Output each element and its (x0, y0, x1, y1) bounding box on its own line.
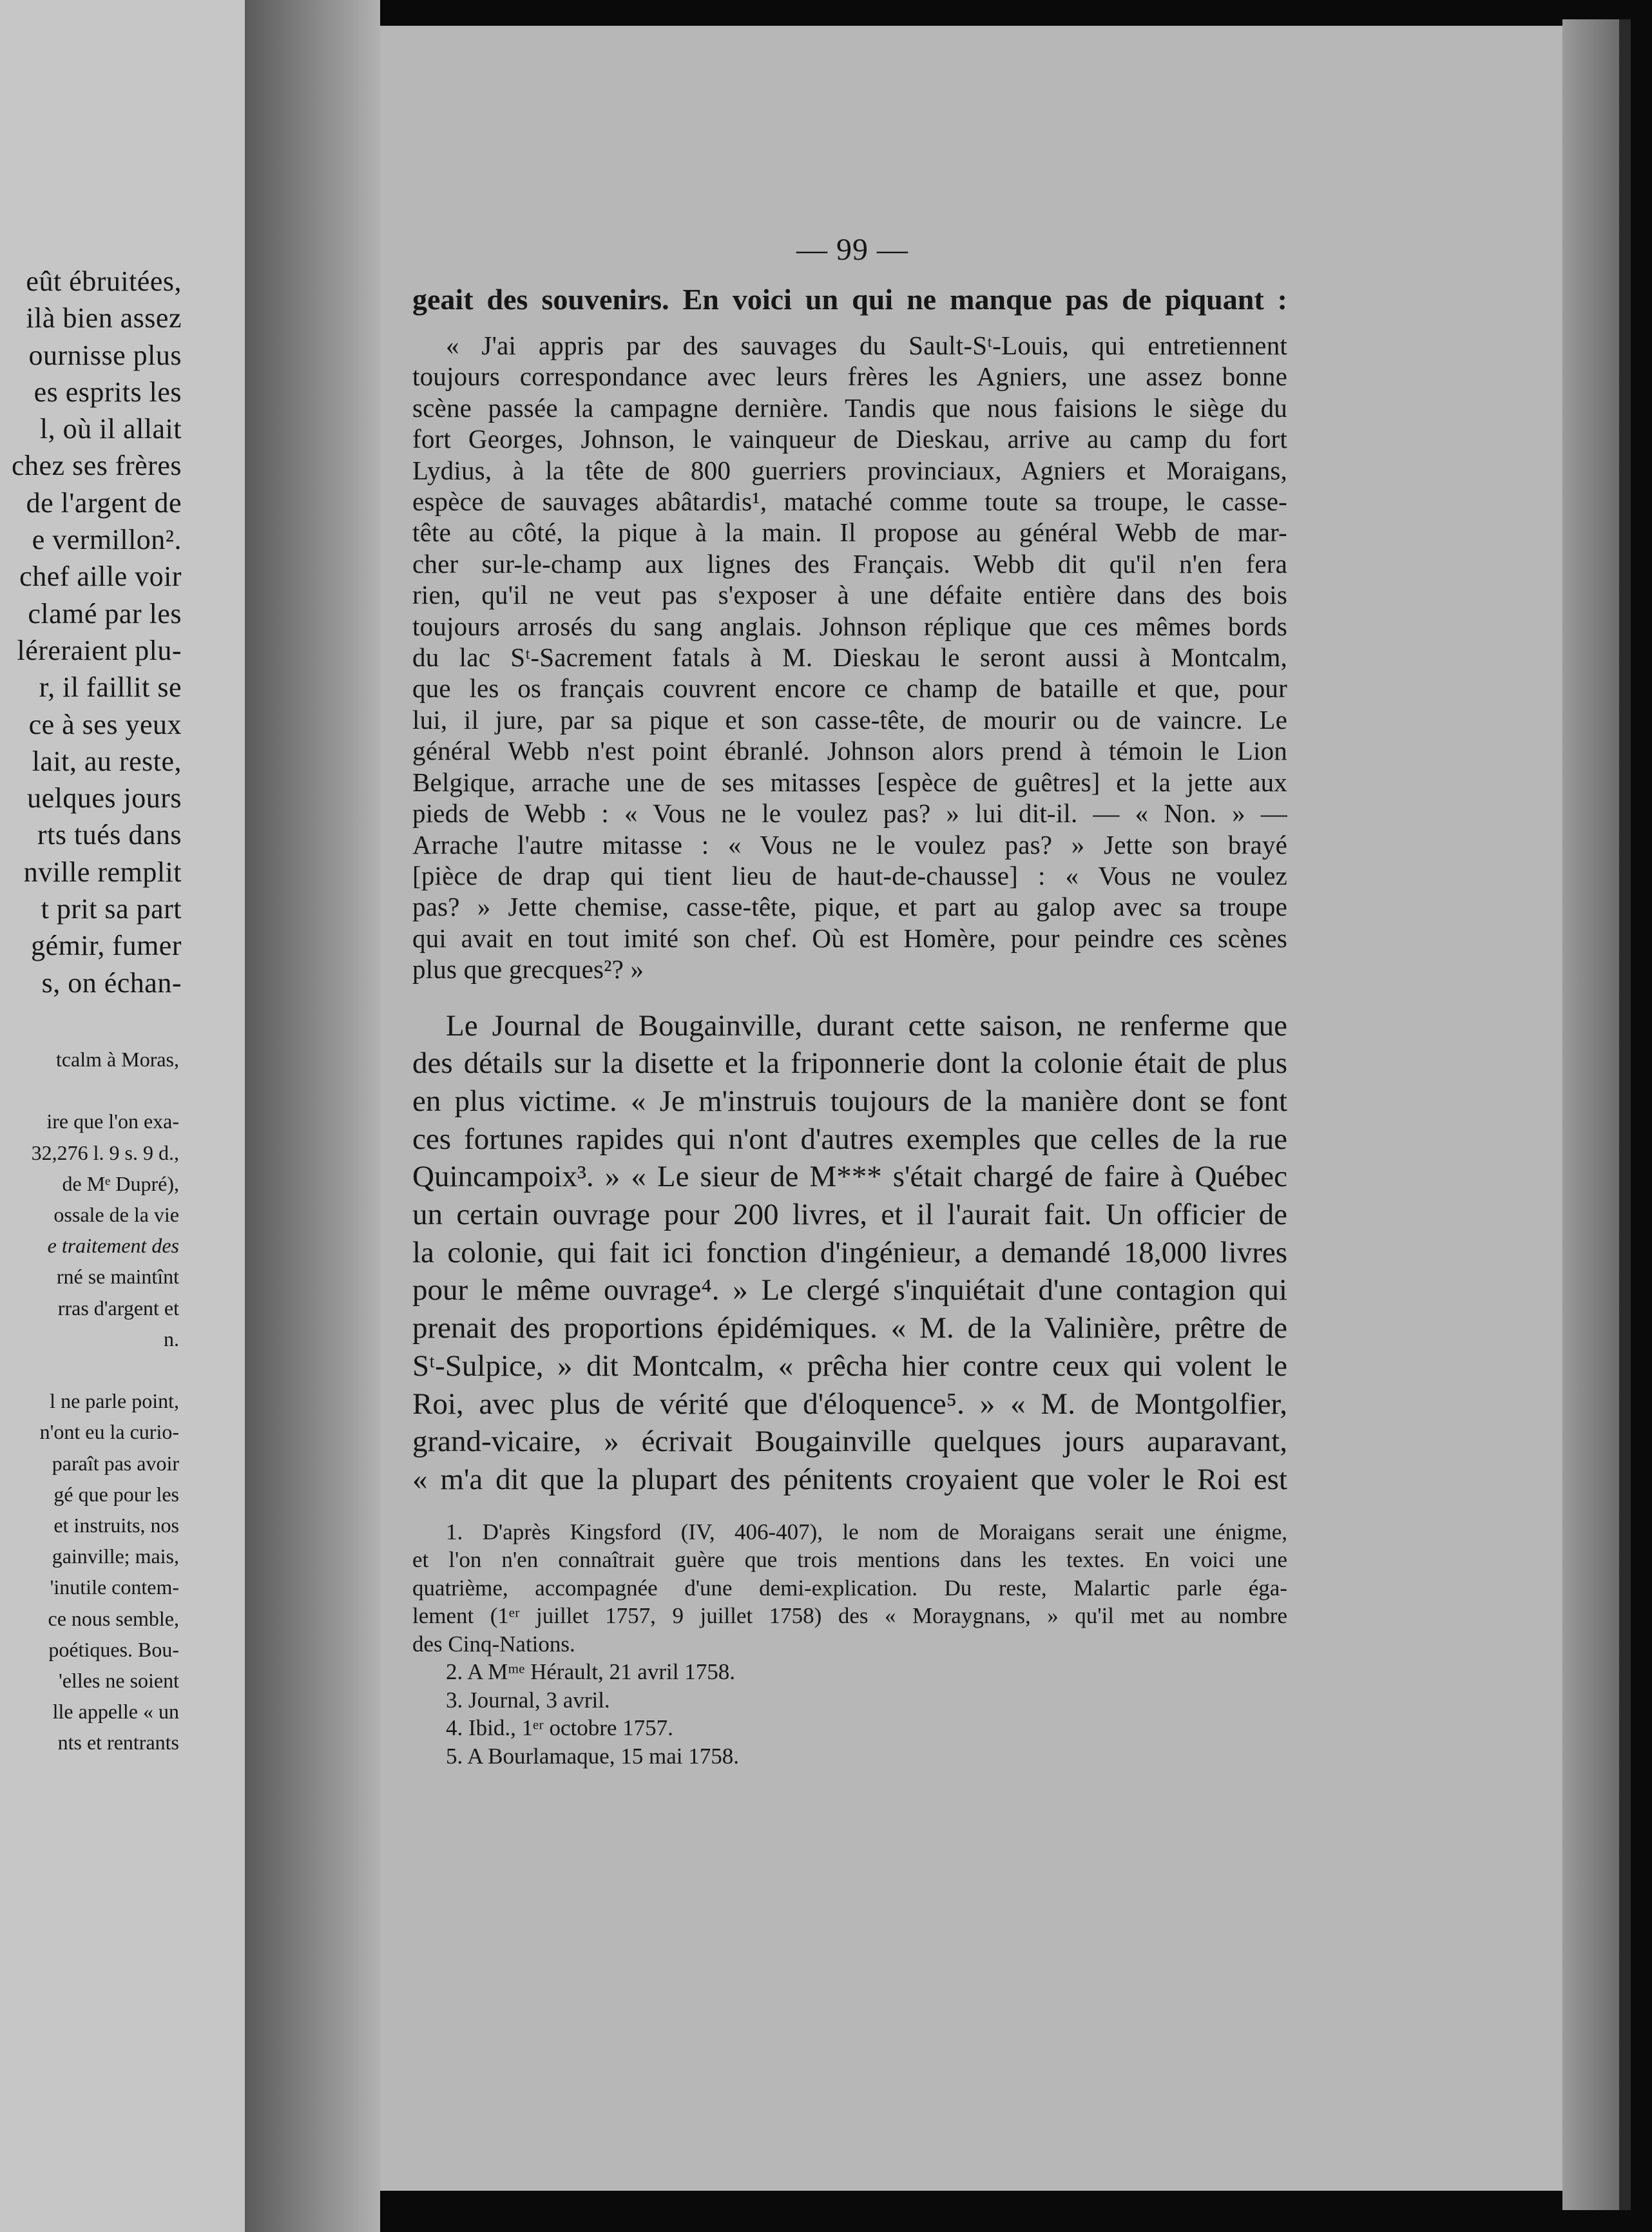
paragraph-line: prenait des proportions épidémiques. « M. de la Valinière, prêtre de (412, 1311, 1287, 1345)
left-note-line: ossale de la vie (53, 1203, 179, 1227)
left-note-line: rras d'argent et (57, 1296, 179, 1320)
paragraph-line: la colonie, qui fait ici fonction d'ingénieur, a demandé 18,000 livres (412, 1235, 1287, 1269)
left-page-text (0, 263, 182, 1001)
left-note-line: tcalm à Moras, (55, 1048, 179, 1071)
left-line: ce à ses yeux (28, 708, 182, 740)
left-note-line: nts et rentrants (57, 1731, 179, 1755)
left-line: uelques jours (27, 782, 182, 814)
left-page (0, 0, 245, 2232)
footnote-5: 5. A Bourlamaque, 15 mai 1758. (446, 1743, 739, 1769)
left-line: de l'argent de (26, 486, 182, 519)
left-line: t prit sa part (41, 893, 182, 925)
quote-line: Arrache l'autre mitasse : « Vous ne le voulez pas? » Jette son brayé (412, 829, 1287, 860)
left-line: nville remplit (23, 856, 182, 888)
paragraph-line: en plus victime. « Je m'instruis toujours de la manière dont se font (412, 1084, 1287, 1118)
footnote-3: 3. Journal, 3 avril. (446, 1687, 610, 1713)
quote-line: qui avait en tout imité son chef. Où est Homère, pour peindre ces scènes (412, 923, 1287, 953)
left-page-notes (0, 1044, 179, 1758)
quote-line: pieds de Webb : « Vous ne le voulez pas? » lui dit-il. — « Non. » — (412, 798, 1287, 829)
quote-line: pas? » Jette chemise, casse-tête, pique, et part au galop avec sa troupe (412, 892, 1287, 922)
left-line: léreraient plu- (17, 634, 182, 666)
quote-line: général Webb n'est point ébranlé. Johnson alors prend à témoin le Lion (412, 736, 1287, 766)
left-note-line (0, 1075, 179, 1106)
left-note-line: 32,276 l. 9 s. 9 d., (31, 1140, 179, 1164)
left-line: es esprits les (34, 376, 182, 408)
paragraph-line: ces fortunes rapides qui n'ont d'autres exemples que celles de la rue (412, 1122, 1287, 1156)
quote-line: toujours correspondance avec leurs frères les Agniers, une assez bonne (412, 361, 1287, 392)
quote-line: tête au côté, la pique à la main. Il propose au général Webb de mar- (412, 517, 1287, 548)
paragraph-line: des détails sur la disette et la friponnerie dont la colonie était de plus (412, 1046, 1287, 1081)
book-gutter (245, 0, 380, 2232)
left-line: chef aille voir (19, 561, 182, 593)
paragraph-line: Le Journal de Bougainville, durant cette saison, ne renferme que (446, 1008, 1287, 1043)
left-line: e vermillon². (32, 524, 182, 556)
quote-line: Lydius, à la tête de 800 guerriers provinciaux, Agniers et Moraigans, (412, 455, 1287, 485)
quote-line: [pièce de drap qui tient lieu de haut-de-chausse] : « Vous ne voulez (412, 860, 1287, 890)
footnotes (412, 1518, 1287, 1771)
left-note-line: n'ont eu la curio- (39, 1420, 179, 1444)
page-number: — 99 — (796, 233, 908, 267)
left-note-line: rné se maintînt (56, 1265, 179, 1289)
paragraph-line: grand-vicaire, » écrivait Bougainville quelques jours auparavant, (412, 1425, 1287, 1459)
footnote-line: lement (1ᵉʳ juillet 1757, 9 juillet 1758) des « Moraygnans, » qu'il met au nombre (412, 1603, 1287, 1629)
left-note-line: 'elles ne soient (58, 1669, 179, 1693)
left-note-line: 'inutile contem- (50, 1575, 179, 1599)
left-note-line: paraît pas avoir (52, 1451, 179, 1475)
left-note-line: gé que pour les (53, 1482, 179, 1506)
left-line: clamé par les (28, 597, 182, 630)
quote-line: plus que grecques²? » (412, 954, 644, 985)
left-note-line: gainville; mais, (52, 1544, 179, 1568)
left-line: chez ses frères (11, 450, 182, 482)
left-note-line: de Mᵉ Dupré), (62, 1171, 179, 1195)
footnote-line: et l'on n'en connaîtrait guère que trois mentions dans les textes. En voici une (412, 1547, 1287, 1573)
quote-line: toujours arrosés du sang anglais. Johnson réplique que ces mêmes bords (412, 611, 1287, 641)
left-note-line: poétiques. Bou- (48, 1637, 179, 1661)
main-text (412, 281, 1287, 1770)
footnote-line: des Cinq-Nations. (412, 1631, 575, 1657)
left-line: l, où il allait (39, 413, 182, 445)
left-note-line: n. (164, 1327, 179, 1351)
quote-line: « J'ai appris par des sauvages du Sault-Sᵗ-Louis, qui entretiennent (446, 331, 1287, 360)
left-line: ilà bien assez (26, 302, 182, 334)
paragraph-line: Roi, avec plus de vérité que d'éloquence⁵. » « M. de Montgolfier, (412, 1387, 1287, 1421)
footnote-line: 1. D'après Kingsford (IV, 406-407), le nom de Moraigans serait une énigme, (446, 1519, 1287, 1544)
left-note-line: et instruits, nos (53, 1514, 179, 1537)
left-note-line: lle appelle « un (52, 1700, 179, 1724)
opening-line: geait des souvenirs. En voici un qui ne manque pas de piquant : (412, 283, 1287, 316)
paragraph-line: « m'a dit que la plupart des pénitents croyaient que voler le Roi est (412, 1462, 1287, 1496)
left-note-line: ce nous semble, (48, 1606, 179, 1630)
left-note-line: ire que l'on exa- (46, 1110, 179, 1133)
left-note-line: e traitement des (47, 1234, 179, 1258)
quote-line: du lac Sᵗ-Sacrement fatals à M. Dieskau le seront aussi à Montcalm, (412, 642, 1287, 673)
left-line: rts tués dans (37, 819, 182, 851)
paragraph-line: Quincampoix³. » « Le sieur de M*** s'était chargé de faire à Québec (412, 1160, 1287, 1194)
quote-line: scène passée la campagne dernière. Tandis que nous faisions le siège du (412, 392, 1287, 423)
quote-line: fort Georges, Johnson, le vainqueur de Dieskau, arrive au camp du fort (412, 424, 1287, 454)
left-line: gémir, fumer (31, 930, 182, 962)
left-line: eût ébruitées, (26, 265, 182, 297)
left-note-line: l ne parle point, (50, 1389, 179, 1413)
paragraph-line: pour le même ouvrage⁴. » Le clergé s'inquiétait d'une contagion qui (412, 1273, 1287, 1307)
quote-block (412, 330, 1287, 985)
footnote-2: 2. A Mᵐᵉ Hérault, 21 avril 1758. (446, 1659, 735, 1685)
left-line: lait, au reste, (32, 745, 182, 777)
quote-line: lui, il jure, par sa pique et son casse-tête, de mourir ou de vaincre. Le (412, 704, 1287, 735)
footnote-4: 4. Ibid., 1ᵉʳ octobre 1757. (446, 1715, 673, 1741)
quote-line: cher sur-le-champ aux lignes des Français. Webb dit qu'il n'en fera (412, 548, 1287, 579)
left-line: ournisse plus (28, 339, 182, 371)
body-paragraph (412, 1007, 1287, 1499)
footnote-line: quatrième, accompagnée d'une demi-explication. Du reste, Malartic parle éga- (412, 1575, 1287, 1601)
paragraph-line: Sᵗ-Sulpice, » dit Montcalm, « prêcha hier contre ceux qui volent le (412, 1349, 1287, 1383)
quote-line: rien, qu'il ne veut pas s'exposer à une défaite entière dans des bois (412, 580, 1287, 610)
left-note-line (0, 1354, 179, 1385)
quote-line: Belgique, arrache une de ses mitasses [espèce de guêtres] et la jette aux (412, 767, 1287, 797)
paragraph-line: un certain ouvrage pour 200 livres, et il l'aurait fait. Un officier de (412, 1198, 1287, 1232)
quote-line: que les os français couvrent encore ce champ de bataille et que, pour (412, 673, 1287, 704)
left-line: r, il faillit se (39, 671, 182, 704)
page-edge (1562, 19, 1619, 2210)
quote-line: espèce de sauvages abâtardis¹, mataché comme toute sa troupe, le casse- (412, 486, 1287, 517)
left-line: s, on échan- (41, 967, 182, 999)
frame-edge (1619, 19, 1631, 2210)
